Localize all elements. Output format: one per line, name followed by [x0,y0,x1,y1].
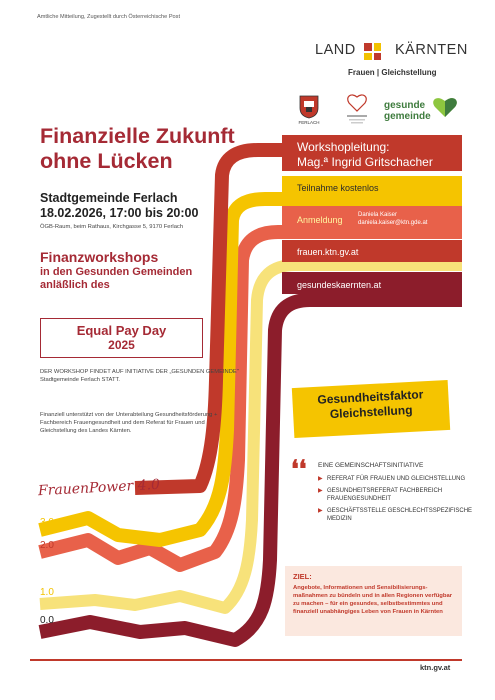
arrow-icon: ▶ [318,508,323,514]
gesunde-word: gesunde [384,100,426,111]
frauenpower-script: FrauenPower 4.0 [37,476,161,500]
venue: Stadtgemeinde Ferlach [40,191,178,205]
equal-pay-day-year: 2025 [108,338,135,352]
url-gesundes-kaernten-link[interactable]: gesundeskaernten.at [297,280,382,290]
footer-url-link[interactable]: ktn.gv.at [420,663,451,672]
y-label-0: 0.0 [40,615,54,626]
gemeinde-word: gemeinde [384,111,431,122]
equal-pay-day-box [40,318,203,358]
registration-label: Anmeldung [297,215,343,225]
list-item: ▶ GESCHÄFTSSTELLE GESCHLECHTSSPEZIFISCHE MEDIZIN [318,508,473,522]
event-date: 18.02.2026, 17:00 bis 20:00 [40,206,199,220]
arrow-icon: ▶ [318,488,323,494]
support-note: Finanziell unterstützt von der Unterabteilung Gesundheitsförderung + Fachbereich Frauengesundheit und dem Referat für Frauen und Gleichstellung des Landes Kärnten. [40,412,218,434]
arrow-icon: ▶ [318,476,323,482]
gesundheitsfaktor-line2: Gleichstellung [329,402,413,422]
workshop-leader-name: Mag.ª Ingrid Gritschacher [297,155,433,169]
logo-subtitle: Frauen | Gleichstellung [348,68,437,77]
page-title: Finanzielle Zukunft ohne Lücken [40,124,235,173]
registration-email[interactable]: daniela.kaiser@ktn.gde.at [358,220,428,226]
quote-icon: ❛❛ [291,454,307,483]
list-item: ▶ GESUNDHEITSREFERAT FACHBEREICH FRAUENGESUNDHEIT [318,488,443,502]
ziel-body: Angebote, Informationen und Sensibilisierungs-maßnahmen zu bündeln und in allen Regionen verfügbar zu machen – für ein gesundes, selbstbestimmtes und finanziell unabhängiges Leben von Frauen in Kärnten [293,585,453,615]
y-label-1: 1.0 [40,587,54,598]
url-frauen-link[interactable]: frauen.ktn.gv.at [297,247,359,257]
workshops-sub-line1: in den Gesunden Gemeinden [40,266,193,278]
workshops-sub-line2: anläßlich des [40,279,110,291]
initiative-note: DER WORKSHOP FINDET AUF INITIATIVE DER „GESUNDEN GEMEINDE" Stadtgemeinde Ferlach STATT. [40,369,239,383]
list-item: ▶ REFERAT FÜR FRAUEN UND GLEICHSTELLUNG [318,476,466,482]
equal-pay-day-title: Equal Pay Day [76,323,167,338]
initiative-list [318,475,477,527]
registration-name: Daniela Kaiser [358,212,398,218]
ziel-box [285,566,462,636]
event-address: ÖGB-Raum, beim Rathaus, Kirchgasse 5, 9170 Ferlach [40,224,184,230]
workshop-leader-label: Workshopleitung: [297,140,390,154]
footer-divider [30,659,462,661]
logo-right-word: KÄRNTEN [395,42,468,58]
y-label-3: 3.0 [40,517,54,528]
fee-text: Teilnahme kostenlos [297,183,379,193]
ziel-title: ZIEL: [293,572,312,581]
workshops-subtitle [40,266,192,292]
gesundheitsfaktor-badge [292,380,450,438]
postal-notice: Amtliche Mitteilung, Zugestellt durch Österreichische Post [37,14,181,20]
registration-contact [358,211,427,227]
gesundheitsfaktor-line1: Gesundheitsfaktor [317,387,424,407]
workshops-title: Finanzworkshops [40,249,159,265]
logo-left-word: LAND [315,42,356,58]
y-label-2: 2.0 [40,540,54,551]
crest-label: FERLACH [298,120,320,125]
initiative-heading: EINE GEMEINSCHAFTSINITIATIVE [318,462,424,469]
